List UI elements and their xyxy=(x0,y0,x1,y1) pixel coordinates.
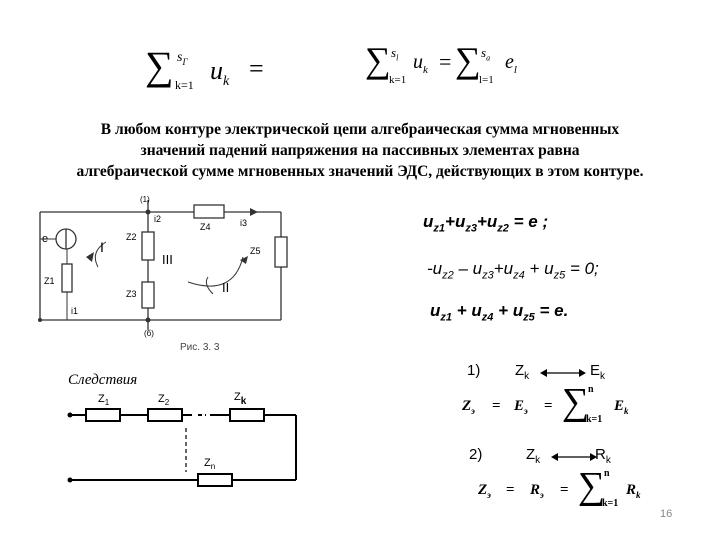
page-number: 16 xyxy=(660,508,673,520)
equals: = xyxy=(249,54,264,83)
sum-symbol: ∑ xyxy=(365,40,391,80)
equals: = xyxy=(439,49,452,74)
double-arrow-icon xyxy=(540,368,586,378)
item-2-rk: $R_k$ xyxy=(595,446,611,466)
z5-resistor xyxy=(275,237,287,267)
equation-3: $u_{z1} + u_{z4} + u_{z5} = e$. xyxy=(430,301,569,324)
label-loop-1: I xyxy=(100,239,104,255)
equation-2: $-u_{z2} - u_{z3}+u_{z4} + u_{z5} = 0$; xyxy=(427,259,599,282)
sum-upper: $s_Г$ xyxy=(177,50,188,67)
sum-symbol: ∑ xyxy=(578,465,606,507)
label-z2: Z2 xyxy=(126,232,137,242)
item-2-number: 2) xyxy=(469,446,483,463)
item-2-zk: $Z_k$ xyxy=(526,446,541,466)
formula-left xyxy=(145,43,285,93)
statement-line-2: значений падений напряжения на пассивных элементах равна xyxy=(140,142,580,159)
label-loop-3: III xyxy=(162,252,173,267)
label-node-top: (1) xyxy=(140,195,150,204)
sum-symbol-2: ∑ xyxy=(455,40,481,80)
label-i3: i3 xyxy=(240,218,248,228)
sum-upper-2: $s_a$ xyxy=(481,45,491,63)
circuit-diagram xyxy=(28,192,308,357)
label-i1: i1 xyxy=(71,306,79,316)
label-i2: i2 xyxy=(154,214,162,224)
statement-line-3: алгебраической сумме мгновенных значений ЭДС, действующих в этом контуре. xyxy=(76,163,644,180)
z1-resistor xyxy=(86,409,120,421)
double-arrow-icon xyxy=(551,452,597,462)
figure-caption: Рис. 3. 3 xyxy=(180,342,220,353)
label-z5: Z5 xyxy=(250,246,261,256)
sum-lower: k=1 xyxy=(389,74,407,86)
sum-symbol: ∑ xyxy=(562,381,590,423)
z4-resistor xyxy=(194,205,224,218)
z3-resistor xyxy=(142,282,154,308)
formula-item-2: $Z_э$ = $R_э$ = ∑ n k=1 $R_k$ xyxy=(478,465,641,509)
kirchhoff-statement xyxy=(40,119,680,182)
zk-resistor xyxy=(230,409,264,421)
sum-lower-2: l=1 xyxy=(479,74,494,86)
zn-resistor xyxy=(198,474,232,486)
sum-symbol: ∑ xyxy=(145,43,174,88)
label-z2: $Z_2$ xyxy=(158,393,170,407)
formula-right xyxy=(365,40,525,90)
item-1-number: 1) xyxy=(467,362,481,379)
label-zk: Zk xyxy=(234,391,247,407)
label-z1: $Z_1$ xyxy=(98,393,110,407)
item-1-zk: $Z_k$ xyxy=(515,362,530,382)
label-loop-2: II xyxy=(222,280,230,295)
label-node-bottom: (б) xyxy=(144,329,154,338)
equation-1: $u_{z1}+u_{z3}+u_{z2} = e$ ; xyxy=(423,212,549,235)
item-1-ek: $E_k$ xyxy=(590,362,606,382)
label-zn: $Z_n$ xyxy=(204,457,216,471)
series-circuit xyxy=(58,388,308,493)
term-2: $e_l$ xyxy=(505,51,517,76)
term: $u_k$ xyxy=(210,56,230,90)
term: $u_k$ xyxy=(413,51,428,76)
label-z4: Z4 xyxy=(200,222,211,232)
label-e: e xyxy=(42,233,49,245)
sum-lower: k=1 xyxy=(175,78,194,92)
z2-resistor xyxy=(142,232,154,260)
label-z3: Z3 xyxy=(126,289,137,299)
label-z1: Z1 xyxy=(44,276,55,286)
statement-line-1: В любом контуре электрической цепи алгебраическая сумма мгновенных xyxy=(100,121,620,138)
formula-item-1: $Z_э$ = $E_э$ = ∑ n k=1 $E_k$ xyxy=(462,381,629,425)
sum-upper: $s_l$ xyxy=(391,45,399,63)
z2-resistor xyxy=(148,409,182,421)
z1-resistor xyxy=(62,264,72,292)
corollary-title: Следствия xyxy=(68,372,138,388)
